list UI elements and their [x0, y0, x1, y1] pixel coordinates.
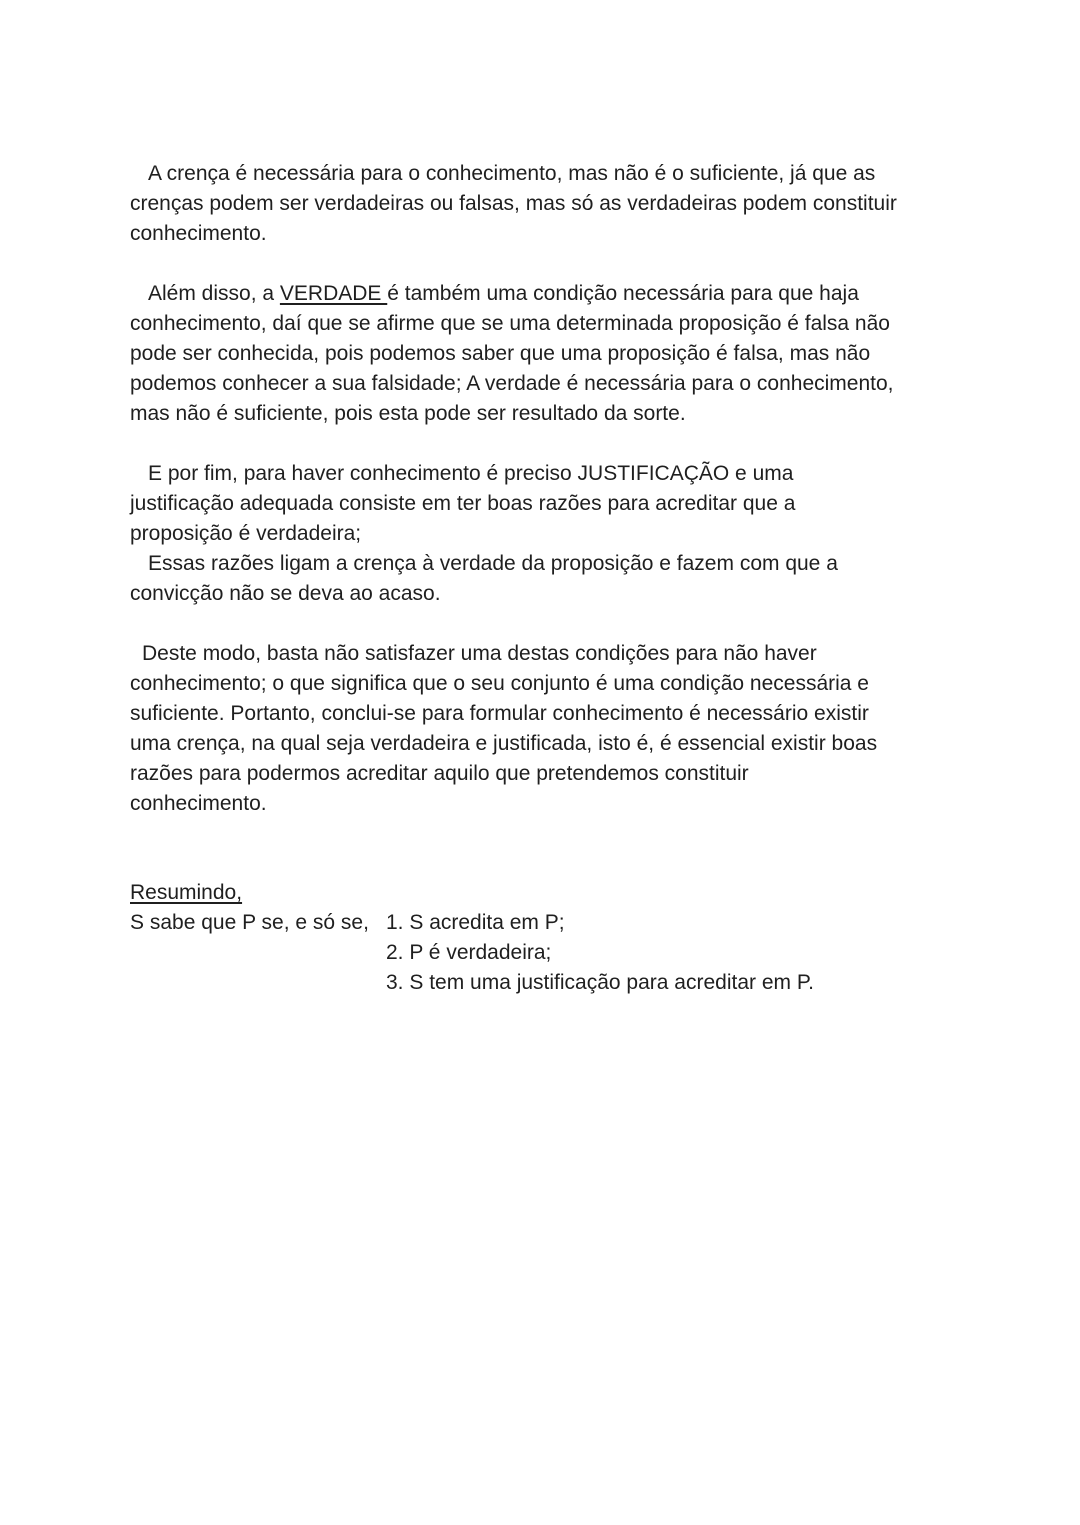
text-line: Essas razões ligam a crença à verdade da proposição e fazem com que a: [148, 552, 838, 575]
text-line: mas não é suficiente, pois esta pode ser resultado da sorte.: [130, 402, 686, 425]
text-line: conhecimento.: [130, 792, 267, 815]
text-line: proposição é verdadeira;: [130, 522, 362, 545]
text-line: razões para podermos acreditar aquilo que pretendemos constituir: [130, 762, 749, 785]
text-line: podemos conhecer a sua falsidade; A verdade é necessária para o conhecimento,: [130, 372, 894, 395]
text-line: pode ser conhecida, pois podemos saber que uma proposição é falsa, mas não: [130, 342, 871, 365]
text-segment: Além disso, a: [148, 282, 280, 305]
summary-item: 2. P é verdadeira;: [386, 941, 552, 964]
text-line: uma crença, na qual seja verdadeira e justificada, isto é, é essencial existir boas: [130, 732, 878, 755]
text-segment: é também uma condição necessária para que haja: [387, 282, 859, 305]
summary-heading: Resumindo,: [130, 881, 243, 904]
summary-lead: S sabe que P se, e só se,: [130, 911, 369, 934]
text-line: E por fim, para haver conhecimento é preciso JUSTIFICAÇÃO e uma: [148, 462, 794, 485]
summary-item: 1. S acredita em P;: [386, 911, 565, 934]
text-line: crenças podem ser verdadeiras ou falsas, mas só as verdadeiras podem constituir: [130, 192, 897, 215]
text-line: conhecimento, daí que se afirme que se uma determinada proposição é falsa não: [130, 312, 890, 335]
underlined-term: VERDADE: [279, 282, 388, 305]
text-line: suficiente. Portanto, conclui-se para formular conhecimento é necessário existir: [130, 702, 869, 725]
text-line: conhecimento.: [130, 222, 267, 245]
text-line: convicção não se deva ao acaso.: [130, 582, 441, 605]
text-line: Deste modo, basta não satisfazer uma destas condições para não haver: [142, 642, 817, 665]
text-line: [148, 279, 859, 309]
text-line: A crença é necessária para o conhecimento, mas não é o suficiente, já que as: [148, 162, 876, 185]
summary-item: 3. S tem uma justificação para acreditar em P.: [386, 971, 814, 994]
text-line: conhecimento; o que significa que o seu conjunto é uma condição necessária e: [130, 672, 869, 695]
text-line: justificação adequada consiste em ter boas razões para acreditar que a: [130, 492, 796, 515]
